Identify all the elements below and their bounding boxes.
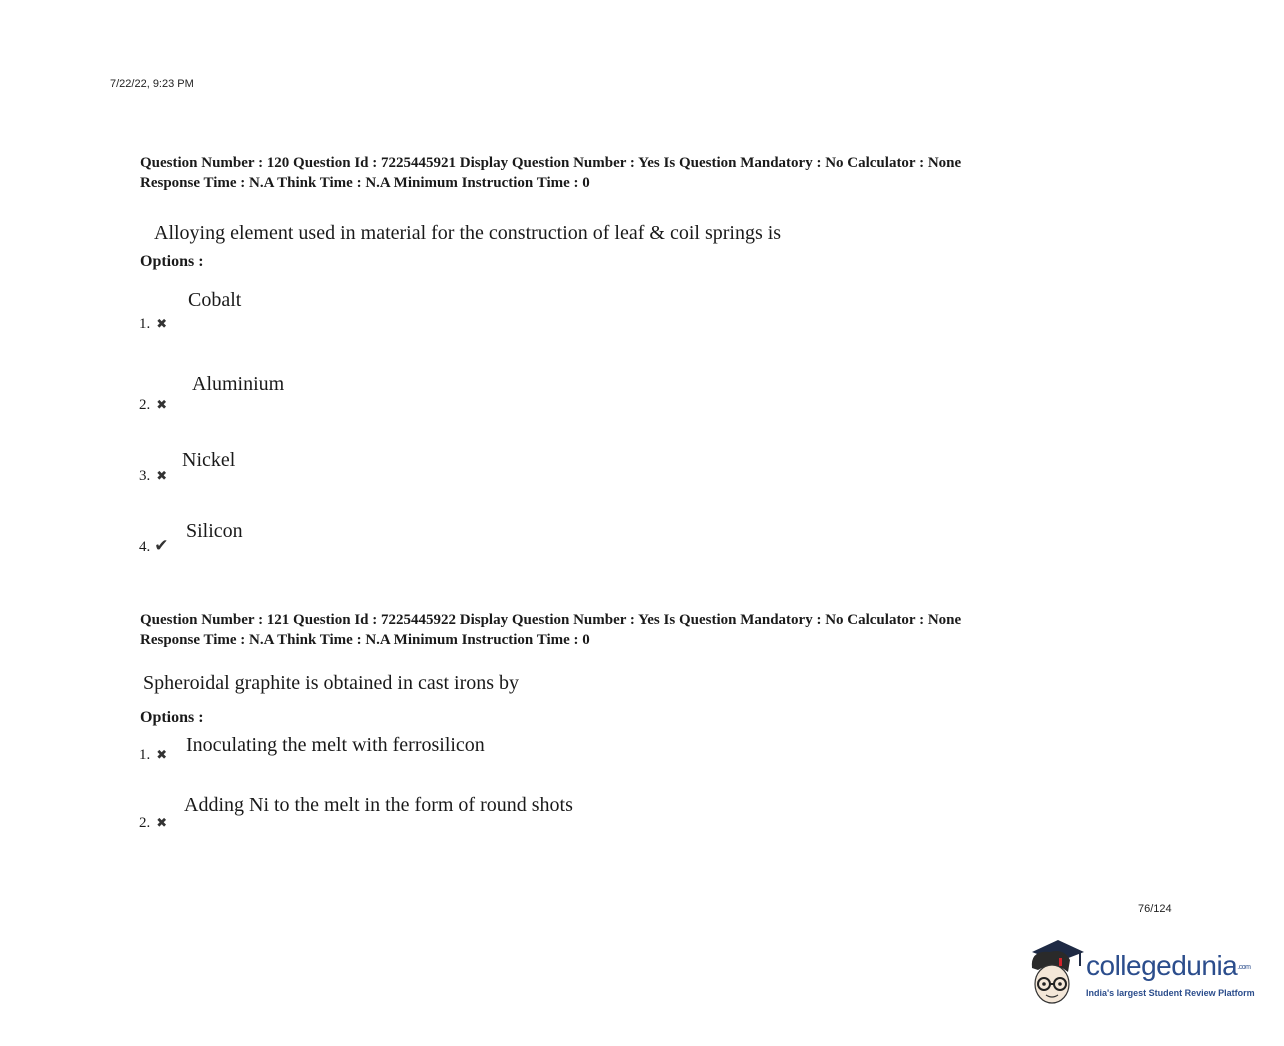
collegedunia-wordmark: [1086, 950, 1250, 982]
question-meta-line2: Response Time : N.A Think Time : N.A Minimum Instruction Time : 0: [140, 175, 590, 191]
cross-icon: ✖: [156, 316, 168, 331]
option-number: 3.: [139, 468, 151, 484]
question-120-option-1-text: Cobalt: [188, 289, 242, 311]
collegedunia-tagline: India's largest Student Review Platform: [1086, 988, 1255, 998]
question-120-option-3-number: [139, 468, 167, 485]
question-120-option-4-number: [139, 536, 169, 556]
question-120-option-3-text: Nickel: [182, 449, 236, 471]
question-meta-line1: Question Number : 121 Question Id : 7225445922 Display Question Number : Yes Is Question Mandatory : No Calculator : None: [140, 612, 962, 628]
option-number: 2.: [139, 397, 151, 413]
question-120-option-1-number: [139, 316, 167, 333]
brand-suffix: .com: [1237, 964, 1251, 972]
question-121-text: Spheroidal graphite is obtained in cast irons by: [143, 672, 520, 694]
cross-icon: ✖: [156, 397, 168, 412]
option-number: 1.: [139, 316, 151, 332]
question-120-option-2-text: Aluminium: [192, 373, 285, 395]
question-121-option-2-text: Adding Ni to the melt in the form of round shots: [184, 794, 573, 816]
option-number: 2.: [139, 815, 151, 831]
question-121-option-2-number: [139, 815, 167, 832]
question-121-option-1-number: [139, 747, 167, 764]
question-120-text: Alloying element used in material for the construction of leaf & coil springs is: [154, 222, 782, 244]
option-number: 1.: [139, 747, 151, 763]
question-meta-line2: Response Time : N.A Think Time : N.A Minimum Instruction Time : 0: [140, 632, 590, 648]
option-number: 4.: [139, 539, 151, 555]
cross-icon: ✖: [156, 747, 168, 762]
question-meta-line1: Question Number : 120 Question Id : 7225445921 Display Question Number : Yes Is Question Mandatory : No Calculator : None: [140, 155, 962, 171]
question-120-meta: [140, 153, 961, 193]
question-120-option-4-text: Silicon: [186, 520, 243, 542]
check-icon: ✔: [154, 536, 169, 555]
brand-name: collegedunia: [1086, 950, 1238, 981]
question-120-option-2-number: [139, 397, 167, 414]
print-timestamp: 7/22/22, 9:23 PM: [110, 78, 194, 90]
cross-icon: ✖: [156, 815, 168, 830]
collegedunia-mascot-icon: [1024, 938, 1086, 1010]
page-number: 76/124: [1138, 903, 1172, 915]
question-121-meta: [140, 610, 961, 650]
question-121-option-1-text: Inoculating the melt with ferrosilicon: [186, 734, 485, 756]
question-120-options-label: Options :: [140, 253, 204, 270]
question-121-options-label: Options :: [140, 709, 204, 726]
cross-icon: ✖: [156, 468, 168, 483]
